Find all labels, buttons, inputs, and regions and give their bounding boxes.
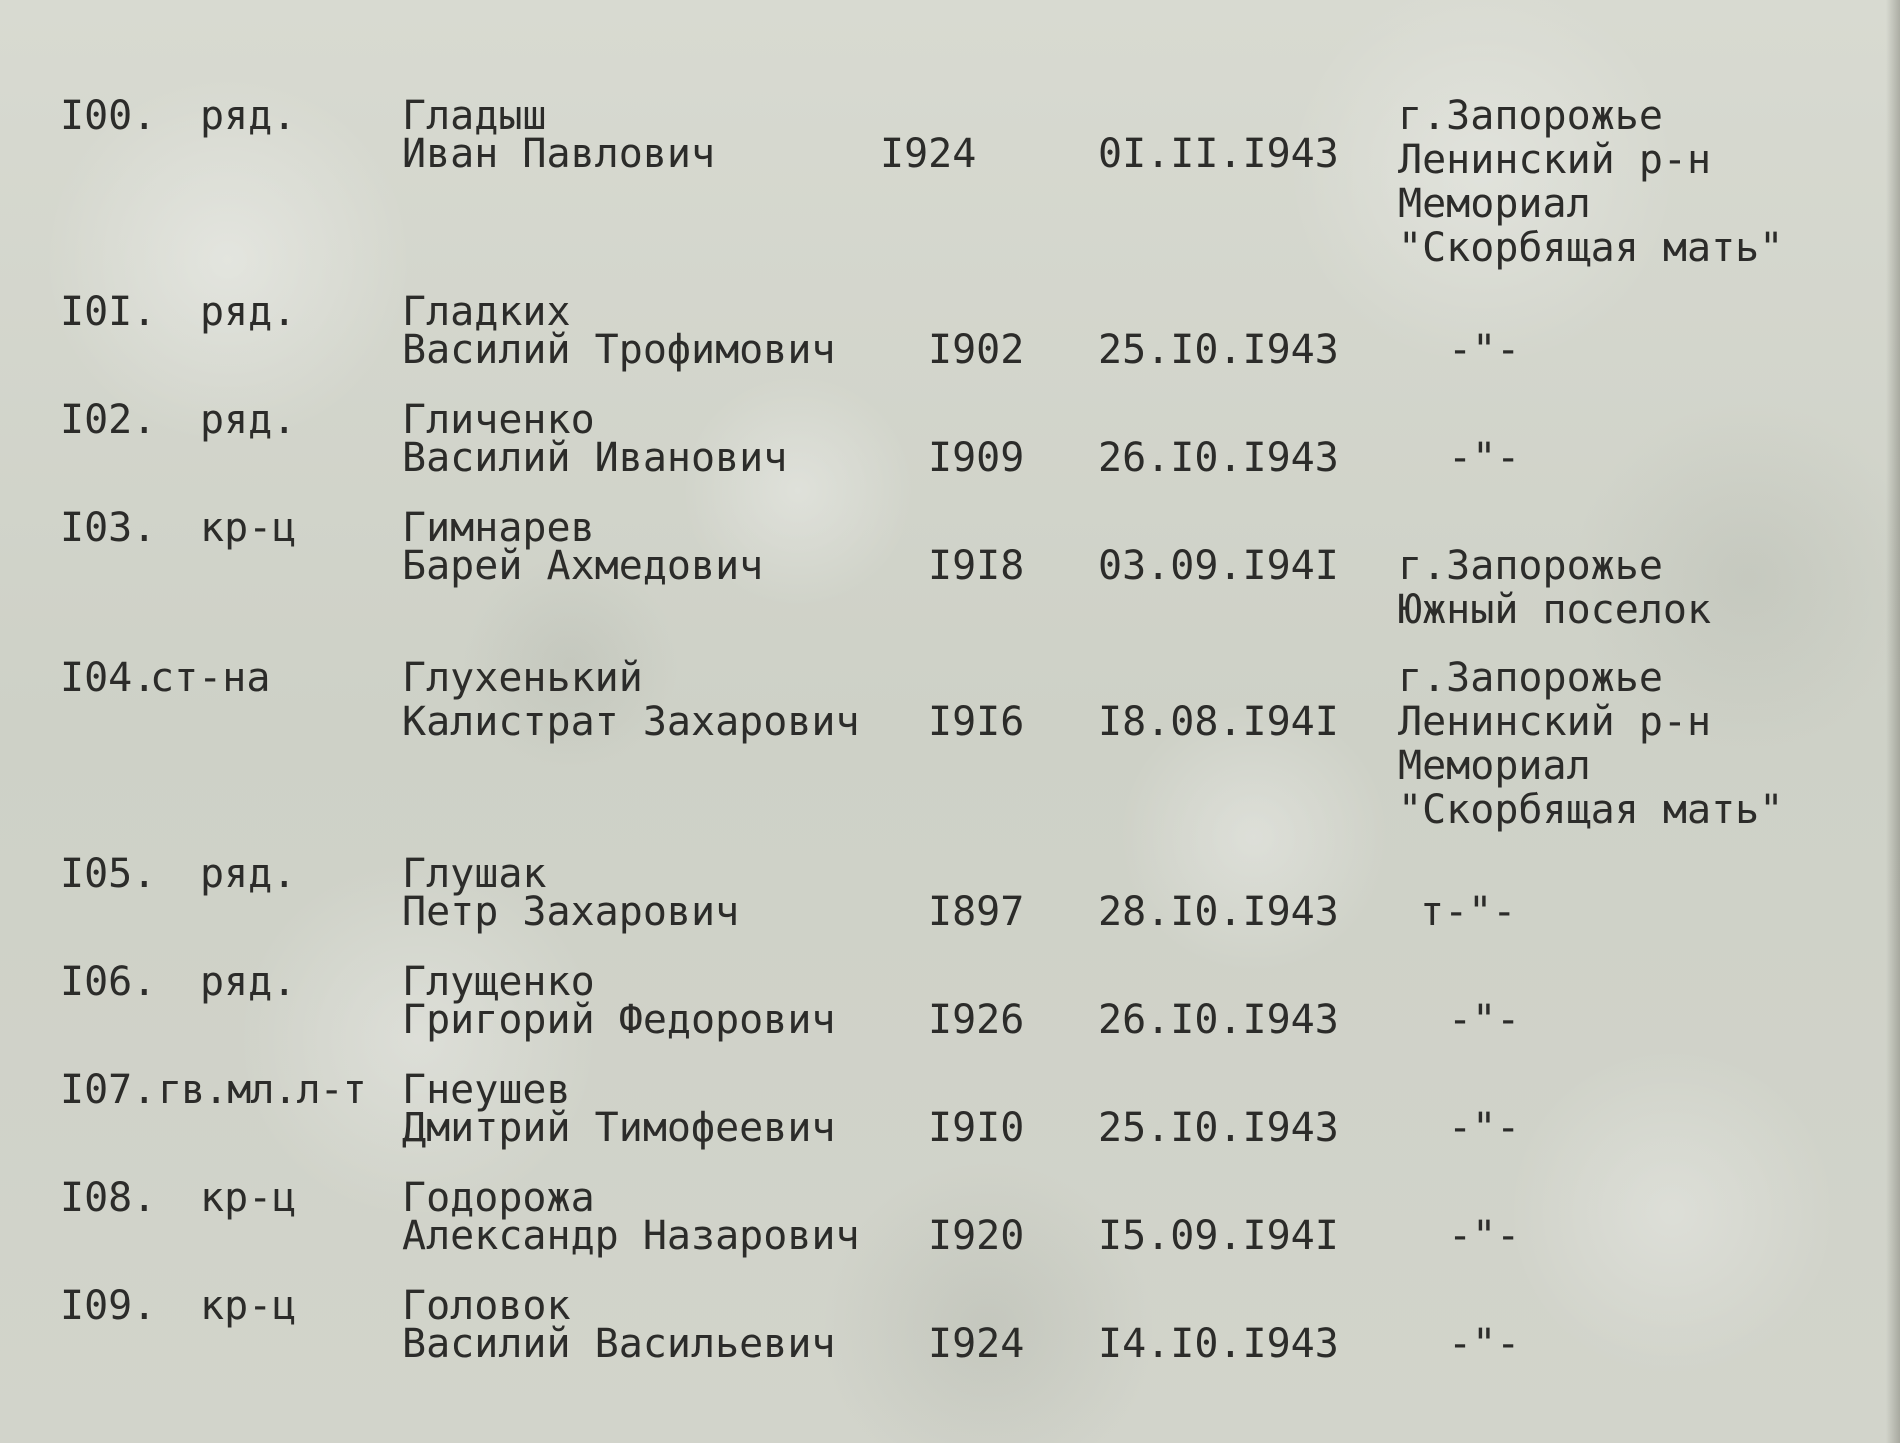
entry-row-100 — [0, 93, 1900, 271]
entry-surname: Гимнарев — [402, 505, 595, 551]
entry-given-names: Александр Назарович — [402, 1213, 860, 1259]
entry-birth-year: I926 — [928, 997, 1025, 1043]
entry-given-names: Василий Васильевич — [402, 1321, 836, 1367]
entry-birth-year: I909 — [928, 435, 1025, 481]
entry-row-105 — [0, 852, 1900, 952]
entry-burial-line: Мемориал — [1398, 181, 1591, 227]
entry-death-date: I5.09.I94I — [1098, 1213, 1339, 1259]
entry-birth-year: I9I6 — [928, 699, 1025, 745]
entry-surname: Гличенко — [402, 397, 595, 443]
entry-death-date: 0I.II.I943 — [1098, 131, 1339, 177]
entry-rank: ряд. — [200, 397, 297, 443]
entry-surname: Гладыш — [402, 93, 547, 139]
entry-given-names: Иван Павлович — [402, 131, 716, 177]
entry-burial-line: "Скорбящая мать" — [1398, 225, 1784, 271]
entry-burial-line: г.Запорожье — [1398, 543, 1663, 589]
entry-number: I03. — [60, 505, 157, 551]
entry-surname: Годорожа — [402, 1175, 595, 1221]
entry-rank: кр-ц — [200, 1175, 297, 1221]
entry-rank: гв.мл.л-т — [158, 1067, 366, 1113]
entry-row-109 — [0, 1284, 1900, 1384]
entry-burial-line: Мемориал — [1398, 743, 1591, 789]
entry-number: I00. — [60, 93, 157, 139]
entry-death-date: 25.I0.I943 — [1098, 1105, 1339, 1151]
entry-given-names: Дмитрий Тимофеевич — [402, 1105, 836, 1151]
entry-number: I08. — [60, 1175, 157, 1221]
entry-rank: ряд. — [200, 93, 297, 139]
entry-given-names: Калистрат Захарович — [402, 699, 860, 745]
entry-death-date: 03.09.I94I — [1098, 543, 1339, 589]
entry-row-106 — [0, 960, 1900, 1060]
entry-row-103 — [0, 505, 1900, 633]
entry-number: I07. — [60, 1067, 157, 1113]
entry-birth-year: I924 — [880, 131, 977, 177]
entry-burial-ditto: -"- — [1448, 1321, 1521, 1367]
entry-birth-year: I897 — [928, 889, 1025, 935]
entry-birth-year: I924 — [928, 1321, 1025, 1367]
entry-birth-year: I9I8 — [928, 543, 1025, 589]
entry-number: I04. — [60, 655, 157, 701]
entry-row-108 — [0, 1176, 1900, 1276]
entry-given-names: Василий Иванович — [402, 435, 788, 481]
entry-burial-line: "Скорбящая мать" — [1398, 787, 1784, 833]
entry-given-names: Григорий Федорович — [402, 997, 836, 1043]
entry-number: I06. — [60, 959, 157, 1005]
entry-birth-year: I9I0 — [928, 1105, 1025, 1151]
entry-given-names: Петр Захарович — [402, 889, 740, 935]
entry-death-date: I8.08.I94I — [1098, 699, 1339, 745]
entry-row-102 — [0, 398, 1900, 498]
entry-row-101 — [0, 290, 1900, 390]
entry-burial-line: Ленинский р-н — [1398, 137, 1712, 183]
entry-given-names: Василий Трофимович — [402, 327, 836, 373]
entry-death-date: 28.I0.I943 — [1098, 889, 1339, 935]
entry-rank: ряд. — [200, 851, 297, 897]
entry-number: I02. — [60, 397, 157, 443]
entry-surname: Глухенький — [402, 655, 643, 701]
entry-row-104 — [0, 655, 1900, 833]
entry-surname: Гнеушев — [402, 1067, 571, 1113]
entry-burial-line: г.Запорожье — [1398, 93, 1663, 139]
entry-given-names: Барей Ахмедович — [402, 543, 764, 589]
entry-rank: ряд. — [200, 289, 297, 335]
entry-birth-year: I902 — [928, 327, 1025, 373]
entry-burial-ditto: -"- — [1448, 435, 1521, 481]
entry-death-date: 26.I0.I943 — [1098, 997, 1339, 1043]
entry-burial-ditto: -"- — [1448, 327, 1521, 373]
entry-burial-ditto: -"- — [1448, 1105, 1521, 1151]
entry-number: I05. — [60, 851, 157, 897]
entry-death-date: 26.I0.I943 — [1098, 435, 1339, 481]
entry-number: I09. — [60, 1283, 157, 1329]
entry-burial-line: Южный поселок — [1398, 587, 1712, 633]
entry-surname: Головок — [402, 1283, 571, 1329]
entry-surname: Глущенко — [402, 959, 595, 1005]
entry-burial-ditto: т-"- — [1420, 889, 1517, 935]
entry-rank: ряд. — [200, 959, 297, 1005]
entry-surname: Гладких — [402, 289, 571, 335]
entry-rank: кр-ц — [200, 505, 297, 551]
entry-rank: кр-ц — [200, 1283, 297, 1329]
entry-death-date: 25.I0.I943 — [1098, 327, 1339, 373]
entry-rank: ст-на — [150, 655, 271, 701]
entry-burial-ditto: -"- — [1448, 1213, 1521, 1259]
entry-birth-year: I920 — [928, 1213, 1025, 1259]
entry-death-date: I4.I0.I943 — [1098, 1321, 1339, 1367]
entry-burial-line: г.Запорожье — [1398, 655, 1663, 701]
entry-row-107 — [0, 1068, 1900, 1168]
entry-number: I0I. — [60, 289, 157, 335]
entry-burial-line: Ленинский р-н — [1398, 699, 1712, 745]
entry-burial-ditto: -"- — [1448, 997, 1521, 1043]
entry-surname: Глушак — [402, 851, 547, 897]
